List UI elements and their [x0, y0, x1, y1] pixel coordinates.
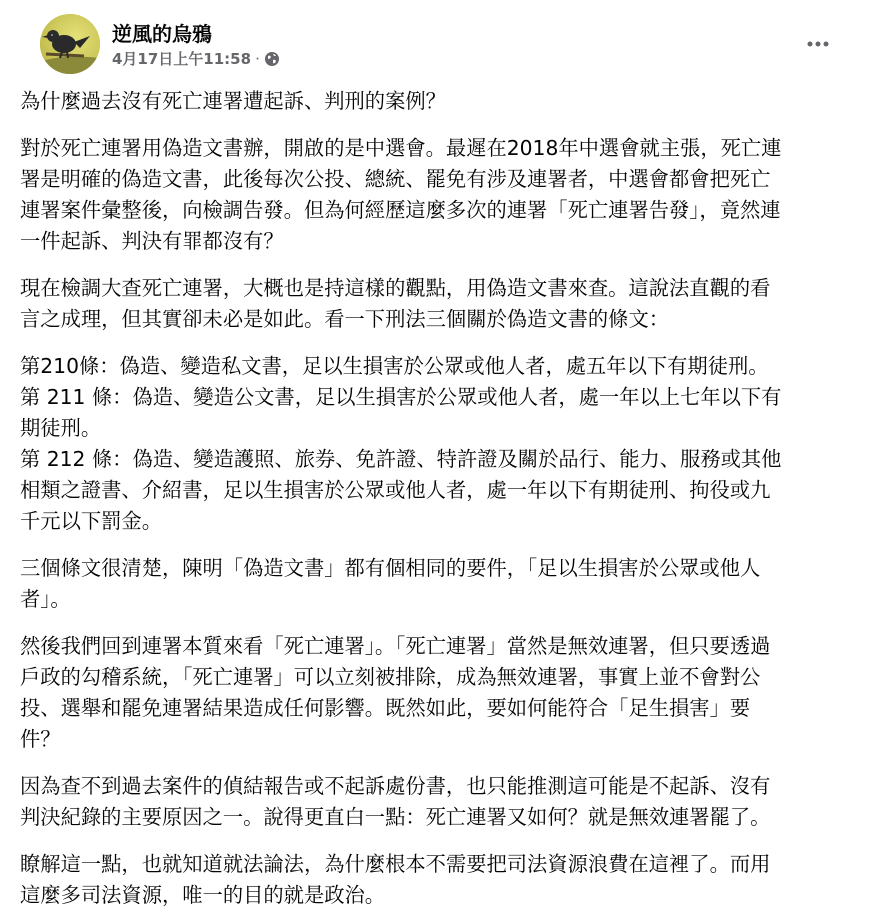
more-options-button[interactable]	[800, 26, 836, 62]
meta-separator: ·	[255, 49, 260, 68]
text-line: 這麼多司法資源，唯一的目的就是政治。	[20, 883, 386, 907]
text-line: 件？	[20, 727, 61, 751]
more-options-icon	[806, 40, 830, 48]
text-line: 瞭解這一點，也就知道就法論法，為什麼根本不需要把司法資源浪費在這裡了。而用	[20, 852, 771, 876]
text-line: 判決紀錄的主要原因之一。說得更直白一點：死亡連署又如何？就是無效連署罷了。	[20, 805, 771, 829]
post-meta	[112, 48, 280, 69]
paragraph-4-law-articles	[20, 351, 865, 537]
text-line: 戶政的勾稽系統，「死亡連署」可以立刻被排除，成為無效連署，事實上並不會對公	[20, 665, 761, 689]
post-timestamp[interactable]: 4月17日上午11:58	[112, 50, 252, 68]
paragraph-6	[20, 631, 865, 755]
paragraph-7	[20, 771, 865, 833]
text-line: 署是明確的偽造文書，此後每次公投、總統、罷免有涉及連署者，中選會都會把死亡	[20, 167, 771, 191]
text-line: 相類之證書、介紹書，足以生損害於公眾或他人者，處一年以下有期徒刑、拘役或九	[20, 478, 771, 502]
text-line: 現在檢調大查死亡連署，大概也是持這樣的觀點，用偽造文書來查。這說法直觀的看	[20, 276, 771, 300]
text-line: 第 212 條：偽造、變造護照、旅券、免許證、特許證及關於品行、能力、服務或其他	[20, 447, 782, 471]
post-header	[20, 0, 854, 88]
text-line: 三個條文很清楚，陳明「偽造文書」都有個相同的要件，「足以生損害於公眾或他人	[20, 556, 761, 580]
paragraph-5	[20, 553, 865, 615]
paragraph-1	[20, 86, 865, 117]
text-line: 第210條：偽造、變造私文書，足以生損害於公眾或他人者，處五年以下有期徒刑。	[20, 354, 769, 378]
paragraph-3	[20, 273, 865, 335]
crow-avatar-image	[40, 14, 100, 74]
text-line: 第 211 條：偽造、變造公文書，足以生損害於公眾或他人者，處一年以上七年以下有	[20, 385, 782, 409]
paragraph-8	[20, 849, 865, 911]
text-line: 者」。	[20, 587, 71, 611]
text-line: 為什麼過去沒有死亡連署遭起訴、判刑的案例？	[20, 89, 446, 113]
author-name[interactable]: 逆風的烏鴉	[112, 22, 212, 46]
globe-icon[interactable]	[264, 51, 280, 67]
text-line: 對於死亡連署用偽造文書辦，開啟的是中選會。最遲在2018年中選會就主張，死亡連	[20, 136, 782, 160]
post-body	[20, 86, 865, 911]
paragraph-2	[20, 133, 865, 257]
text-line: 期徒刑。	[20, 416, 102, 440]
avatar[interactable]	[40, 14, 100, 74]
text-line: 言之成理，但其實卻未必是如此。看一下刑法三個關於偽造文書的條文：	[20, 307, 670, 331]
text-line: 一件起訴、判決有罪都沒有？	[20, 229, 284, 253]
text-line: 千元以下罰金。	[20, 509, 162, 533]
text-line: 投、選舉和罷免連署結果造成任何影響。既然如此，要如何能符合「足生損害」要	[20, 696, 751, 720]
text-line: 因為查不到過去案件的偵結報告或不起訴處份書，也只能推測這可能是不起訴、沒有	[20, 774, 771, 798]
text-line: 連署案件彙整後，向檢調告發。但為何經歷這麼多次的連署「死亡連署告發」，竟然連	[20, 198, 781, 222]
text-line: 然後我們回到連署本質來看「死亡連署」。「死亡連署」當然是無效連署，但只要透過	[20, 634, 771, 658]
